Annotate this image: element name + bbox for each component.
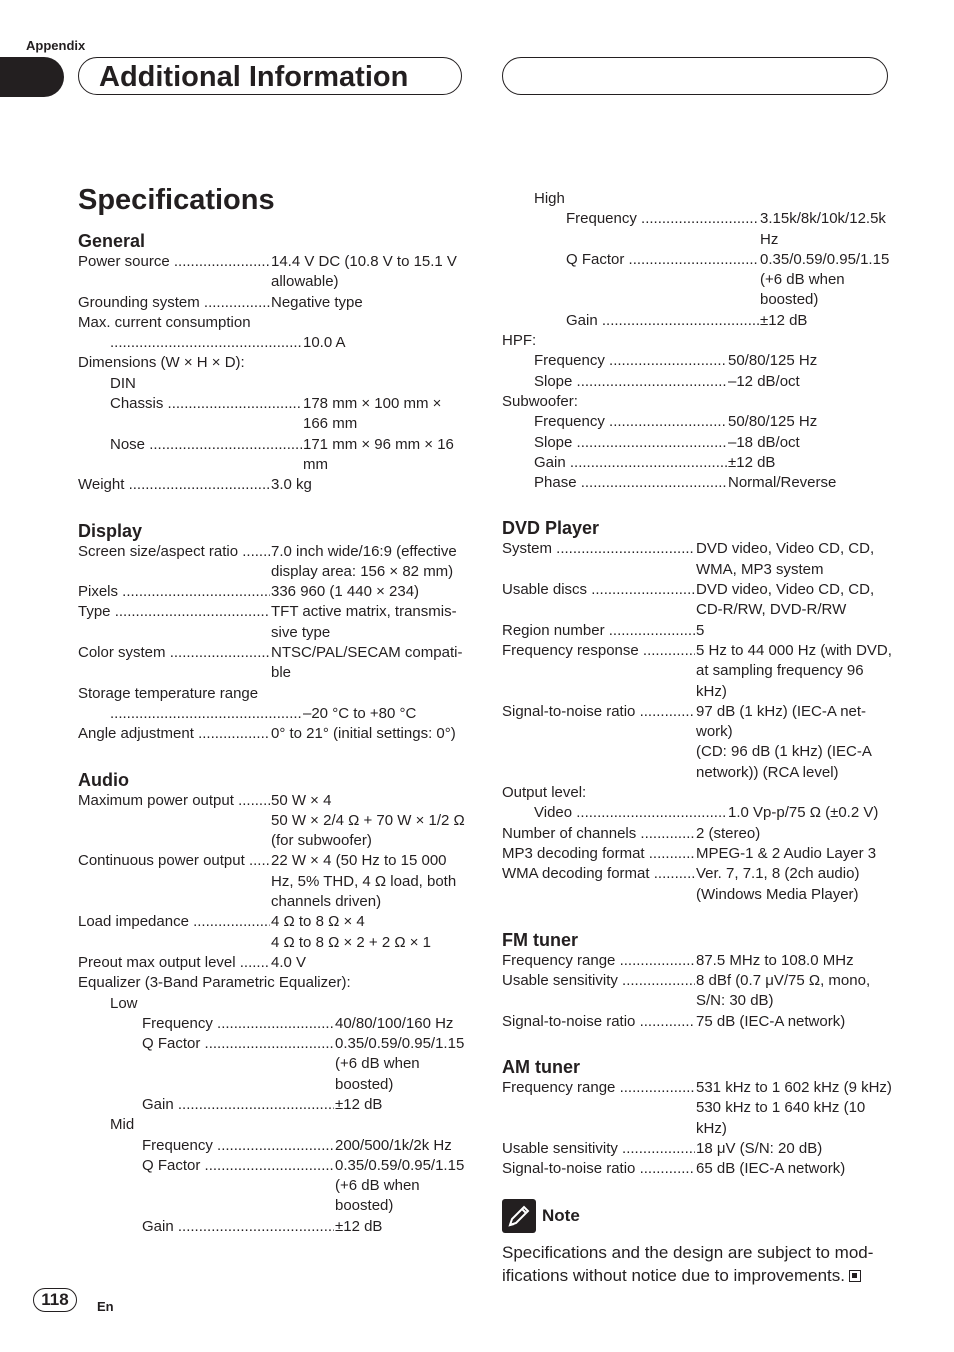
spec-label: System ..... (502, 539, 695, 580)
empty-title-box (502, 57, 888, 95)
spec-row (78, 475, 468, 495)
spec-group-label: Output level: (502, 784, 587, 802)
spec-group-label: High (534, 190, 565, 207)
spec-row (78, 542, 468, 583)
spec-label: Q Factor ..... (78, 1156, 334, 1217)
spec-value: 50 W × 4 50 W × 2/4 Ω + 70 W × 1/2 Ω (for subwoofer) (271, 791, 465, 850)
spec-value: Negative type (271, 293, 363, 311)
spec-value: 22 W × 4 (50 Hz to 15 000 Hz, 5% THD, 4 Ω load, both channels driven) (271, 852, 457, 911)
spec-row (78, 394, 468, 435)
spec-row (502, 1012, 892, 1032)
spec-value: 97 dB (1 kHz) (IEC-A net-work) (CD: 96 dB (1 kHz) (IEC-A network)) (RCA level) (696, 702, 872, 781)
spec-group-label: Equalizer (3-Band Parametric Equalizer): (78, 974, 351, 992)
note-header (502, 1199, 892, 1233)
spec-label: Weight ..... (78, 475, 270, 495)
specs-right-list (502, 189, 892, 1179)
spec-row (78, 293, 468, 313)
spec-label: Gain ..... (502, 311, 759, 331)
spec-row (502, 1078, 892, 1139)
spec-label: Type ..... (78, 602, 270, 643)
spec-value: 5 (696, 621, 705, 639)
spec-label: Region number ..... (502, 621, 695, 641)
page-number: 118 (33, 1288, 77, 1312)
spec-row (78, 851, 468, 912)
spec-row (78, 1136, 468, 1156)
spec-label: Load impedance ..... (78, 912, 270, 953)
spec-value: 200/500/1k/2k Hz (335, 1136, 452, 1154)
spec-row (502, 1139, 892, 1159)
spec-value: ±12 dB (728, 453, 776, 471)
spec-group-label: Subwoofer: (502, 392, 578, 410)
end-mark-icon (849, 1270, 861, 1282)
spec-value: DVD video, Video CD, CD, WMA, MP3 system (696, 540, 875, 578)
spec-row (502, 641, 892, 702)
spec-value: 4 Ω to 8 Ω × 4 4 Ω to 8 Ω × 2 + 2 Ω × 1 (271, 913, 431, 951)
spec-label: Chassis ..... (78, 394, 302, 435)
spec-label: Screen size/aspect ratio ..... (78, 542, 270, 583)
section-heading-general: General (78, 231, 146, 251)
spec-label: Slope ..... (502, 372, 727, 392)
spec-value: 0.35/0.59/0.95/1.15 (+6 dB when boosted) (335, 1035, 465, 1093)
spec-row (78, 582, 468, 602)
spec-label: Usable discs ..... (502, 580, 695, 621)
spec-row (78, 1034, 468, 1095)
spec-row (502, 372, 892, 392)
spec-value: 0.35/0.59/0.95/1.15 (+6 dB when boosted) (760, 250, 890, 309)
spec-row (502, 209, 892, 250)
spec-label: Preout max output level ..... (78, 953, 270, 973)
section-title-box (78, 57, 462, 95)
spec-row (502, 539, 892, 580)
spec-group-label: DIN (110, 374, 136, 392)
spec-value: 2 (stereo) (696, 824, 761, 842)
spec-value: Normal/Reverse (728, 474, 837, 492)
spec-row (78, 602, 468, 643)
spec-value: TFT active matrix, transmis-sive type (271, 603, 457, 641)
section-heading-fm-tuner: FM tuner (502, 929, 578, 950)
specs-right-column (502, 189, 892, 1287)
spec-group-label: Storage temperature range (78, 684, 259, 702)
spec-label: Usable sensitivity ..... (502, 971, 695, 1012)
spec-row (78, 953, 468, 973)
spec-value: –18 dB/oct (728, 433, 800, 451)
spec-group-label: Max. current consumption (78, 313, 251, 331)
spec-row (78, 333, 468, 353)
spec-label: Frequency ..... (502, 209, 759, 250)
spec-label: Frequency range ..... (502, 1078, 695, 1139)
spec-label: Usable sensitivity ..... (502, 1139, 695, 1159)
spec-row (78, 435, 468, 476)
spec-label: Frequency ..... (78, 1014, 334, 1034)
spec-label: Angle adjustment ..... (78, 724, 270, 744)
spec-label: Maximum power output ..... (78, 791, 270, 852)
spec-group-label: Dimensions (W × H × D): (78, 354, 245, 372)
spec-value: MPEG-1 & 2 Audio Layer 3 (696, 844, 877, 862)
appendix-label: Appendix (26, 38, 86, 53)
spec-label: Gain ..... (78, 1217, 334, 1237)
spec-label: Phase ..... (502, 473, 727, 493)
spec-value: 65 dB (IEC-A network) (696, 1160, 846, 1178)
spec-value: 3.0 kg (271, 476, 312, 494)
spec-group-label: Low (110, 994, 138, 1012)
spec-row (502, 473, 892, 493)
spec-row (78, 724, 468, 744)
spec-label: Gain ..... (78, 1095, 334, 1115)
spec-value: ±12 dB (335, 1217, 383, 1235)
section-heading-am-tuner: AM tuner (502, 1056, 580, 1077)
spec-label: WMA decoding format ..... (502, 864, 695, 905)
spec-row (502, 580, 892, 621)
spec-label: Q Factor ..... (502, 250, 759, 311)
section-title: Additional Information (99, 61, 409, 93)
section-tab-marker (0, 57, 64, 97)
spec-row (502, 844, 892, 864)
spec-label: MP3 decoding format ..... (502, 844, 695, 864)
page-title: Specifications (78, 184, 275, 216)
spec-label: Slope ..... (502, 433, 727, 453)
spec-value: 531 kHz to 1 602 kHz (9 kHz) 530 kHz to 1 640 kHz (10 kHz) (696, 1078, 892, 1137)
spec-row (502, 803, 892, 823)
spec-group-label: Mid (110, 1116, 135, 1134)
spec-row (78, 643, 468, 684)
spec-label: Signal-to-noise ratio ..... (502, 1012, 695, 1032)
spec-label: Number of channels ..... (502, 824, 695, 844)
spec-row (78, 791, 468, 852)
spec-row (78, 1217, 468, 1237)
section-heading-audio: Audio (78, 769, 129, 790)
spec-row (502, 453, 892, 473)
spec-value: 1.0 Vp-p/75 Ω (±0.2 V) (728, 804, 879, 822)
spec-label: Frequency ..... (502, 412, 727, 432)
spec-label: Color system ..... (78, 643, 270, 684)
spec-row (502, 433, 892, 453)
note-text: Specifications and the design are subject to mod-ifications without notice due to improvements. (502, 1243, 874, 1286)
spec-row (502, 1159, 892, 1179)
spec-label: Nose ..... (78, 435, 302, 476)
spec-value: 18 μV (S/N: 20 dB) (696, 1139, 823, 1157)
spec-label: Grounding system ..... (78, 293, 270, 313)
spec-label: Continuous power output ..... (78, 851, 270, 912)
spec-label: Video ..... (502, 803, 727, 823)
spec-value: 7.0 inch wide/16:9 (effective display area: 156 × 82 mm) (271, 542, 457, 580)
spec-value: 0.35/0.59/0.95/1.15 (+6 dB when boosted) (335, 1156, 465, 1215)
spec-value: ±12 dB (335, 1095, 383, 1113)
spec-row (502, 621, 892, 641)
spec-row (78, 912, 468, 953)
section-heading-dvd-player: DVD Player (502, 518, 600, 539)
spec-row (502, 824, 892, 844)
spec-label (78, 333, 302, 353)
spec-value: 8 dBf (0.7 μV/75 Ω, mono, S/N: 30 dB) (696, 972, 871, 1010)
spec-row (78, 252, 468, 293)
spec-value: NTSC/PAL/SECAM compati-ble (271, 644, 463, 682)
spec-row (502, 864, 892, 905)
spec-value: 14.4 V DC (10.8 V to 15.1 V allowable) (271, 253, 457, 291)
spec-label: Gain ..... (502, 453, 727, 473)
spec-value: 50/80/125 Hz (728, 352, 818, 370)
spec-value: 50/80/125 Hz (728, 413, 818, 431)
spec-value: –20 °C to +80 °C (303, 704, 417, 722)
spec-label: Frequency range ..... (502, 951, 695, 971)
spec-label: Frequency response ..... (502, 641, 695, 702)
spec-label: Signal-to-noise ratio ..... (502, 1159, 695, 1179)
spec-row (78, 1156, 468, 1217)
spec-group-label: HPF: (502, 332, 537, 350)
spec-value: 171 mm × 96 mm × 16 mm (303, 435, 454, 473)
spec-label: Signal-to-noise ratio ..... (502, 702, 695, 783)
spec-row (502, 311, 892, 331)
spec-label: Frequency ..... (502, 351, 727, 371)
spec-value: Ver. 7, 7.1, 8 (2ch audio) (Windows Media Player) (696, 865, 860, 903)
spec-row (502, 250, 892, 311)
note-label: Note (542, 1206, 580, 1226)
spec-value: 336 960 (1 440 × 234) (271, 583, 420, 601)
specs-left-column (78, 230, 468, 1237)
spec-label: Frequency ..... (78, 1136, 334, 1156)
spec-value: 40/80/100/160 Hz (335, 1014, 454, 1032)
spec-row (502, 702, 892, 783)
spec-value: 10.0 A (303, 334, 346, 352)
spec-row (78, 1014, 468, 1034)
spec-value: 178 mm × 100 mm × 166 mm (303, 395, 442, 433)
spec-value: 5 Hz to 44 000 Hz (with DVD, at sampling frequency 96 kHz) (696, 641, 892, 700)
spec-label: Pixels ..... (78, 582, 270, 602)
spec-value: ±12 dB (760, 311, 808, 329)
section-heading-display: Display (78, 520, 143, 541)
spec-row (78, 1095, 468, 1115)
spec-row (502, 351, 892, 371)
note-body (502, 1241, 892, 1287)
spec-row (78, 704, 468, 724)
spec-value: 4.0 V (271, 953, 307, 971)
spec-label (78, 704, 302, 724)
spec-value: –12 dB/oct (728, 372, 800, 390)
pencil-note-icon (502, 1199, 536, 1233)
spec-row (502, 971, 892, 1012)
spec-value: 87.5 MHz to 108.0 MHz (696, 951, 854, 969)
spec-value: 0° to 21° (initial settings: 0°) (271, 725, 456, 743)
spec-value: 3.15k/8k/10k/12.5k Hz (760, 210, 886, 248)
language-code: En (97, 1299, 114, 1314)
spec-label: Q Factor ..... (78, 1034, 334, 1095)
spec-row (502, 412, 892, 432)
spec-label: Power source ..... (78, 252, 270, 293)
spec-value: DVD video, Video CD, CD, CD-R/RW, DVD-R/RW (696, 581, 875, 619)
spec-row (502, 951, 892, 971)
spec-value: 75 dB (IEC-A network) (696, 1012, 846, 1030)
